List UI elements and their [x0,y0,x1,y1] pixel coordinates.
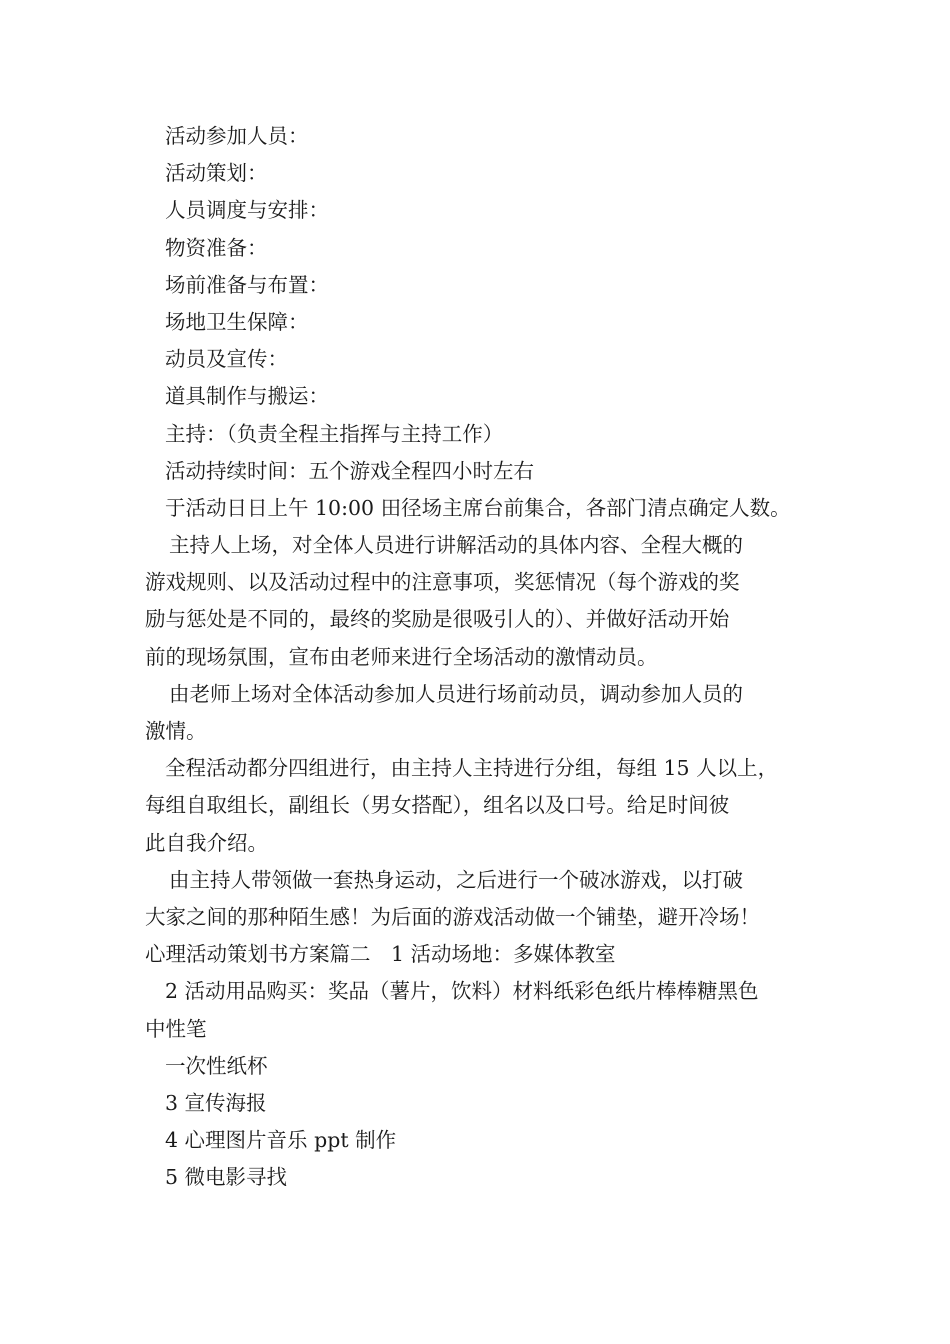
paragraph-line: 全程活动都分四组进行，由主持人主持进行分组，每组 15 人以上， [165,756,779,781]
paragraph-line: 2 活动用品购买：奖品（薯片，饮料）材料纸彩色纸片棒棒糖黑色 [165,979,759,1004]
text-line: 活动策划： [165,161,268,186]
paragraph-line: 游戏规则、以及活动过程中的注意事项，奖惩情况（每个游戏的奖 [145,570,740,595]
paragraph-line: 由老师上场对全体活动参加人员进行场前动员，调动参加人员的 [169,681,743,706]
paragraph-line: 由主持人带领做一套热身运动，之后进行一个破冰游戏，以打破 [169,867,743,892]
paragraph-line: 前的现场氛围，宣布由老师来进行全场活动的激情动员。 [145,644,658,669]
paragraph-host-intro [145,527,817,676]
text-line: 4 心理图片音乐 ppt 制作 [165,1128,397,1153]
text-line: 道具制作与搬运： [165,384,329,409]
text-line: 动员及宣传： [165,347,288,372]
paragraph-line: 主持人上场，对全体人员进行讲解活动的具体内容、全程大概的 [169,533,743,558]
text-line: 3 宣传海报 [165,1090,267,1115]
text-line: 于活动日日上午 10:00 田径场主席台前集合，各部门清点确定人数。 [165,495,791,520]
paragraph-line: 大家之间的那种陌生感！为后面的游戏活动做一个铺垫，避开冷场！ [145,904,760,929]
paragraph-teacher-mobilization [145,676,817,750]
paragraph-warmup [145,862,817,974]
text-line: 主持：（负责全程主指挥与主持工作） [165,421,504,446]
text-line: 一次性纸杯 [165,1053,268,1078]
paragraph-line: 激情。 [145,719,207,743]
text-line: 5 微电影寻找 [165,1165,288,1190]
paragraph-line: 中性笔 [145,1016,207,1041]
paragraph-line: 每组自取组长，副组长（男女搭配），组名以及口号。给足时间彼 [145,793,730,818]
text-line: 人员调度与安排： [165,198,329,223]
paragraph-supplies [145,973,817,1047]
paragraph-line: 心理活动策划书方案篇二 1 活动场地：多媒体教室 [145,942,616,967]
document-body [145,118,817,1196]
paragraph-line: 此自我介绍。 [145,830,268,855]
text-line: 活动持续时间：五个游戏全程四小时左右 [165,458,534,483]
text-line: 活动参加人员： [165,124,309,148]
text-line: 场前准备与布置： [165,272,329,297]
text-line: 场地卫生保障： [165,309,309,334]
text-line: 物资准备： [165,235,268,260]
paragraph-grouping [145,750,817,862]
paragraph-line: 励与惩处是不同的，最终的奖励是很吸引人的）、并做好活动开始 [145,607,730,632]
